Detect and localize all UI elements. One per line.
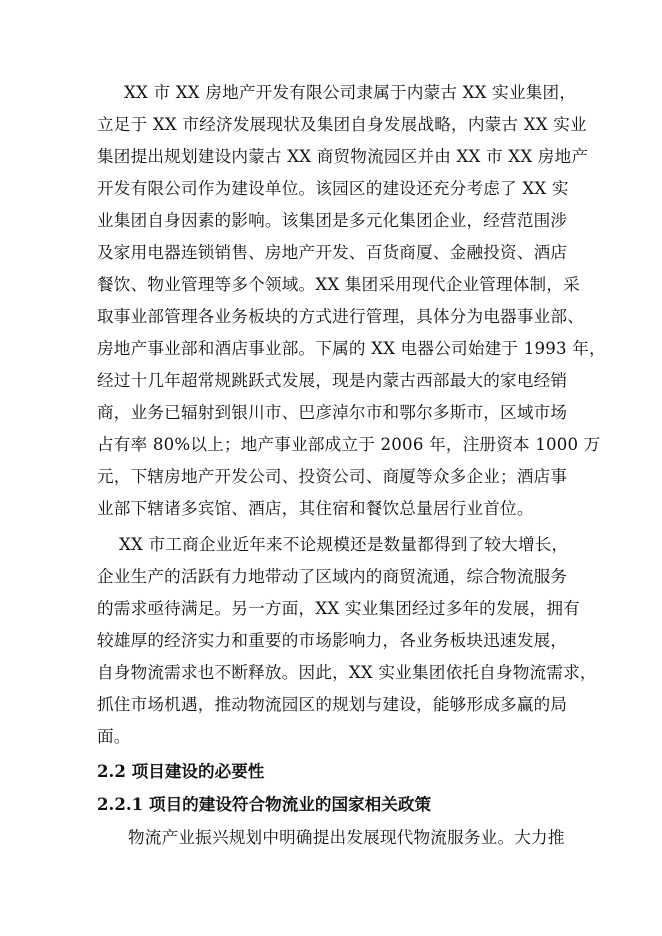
paragraph-3-line-1: 物流产业振兴规划中明确提出发展现代物流服务业。大力推 xyxy=(128,828,565,847)
paragraph-1-line-5: 业集团自身因素的影响。该集团是多元化集团企业，经营范围涉 xyxy=(97,211,568,230)
paragraph-2-line-3: 的需求亟待满足。另一方面，XX 实业集团经过多年的发展，拥有 xyxy=(97,599,580,618)
section-heading: 2.2 项目建设的必要性 xyxy=(97,761,265,781)
paragraph-1-line-13: 元，下辖房地产开发公司、投资公司、商厦等众多企业；酒店事 xyxy=(97,467,568,486)
paragraph-2-line-5: 自身物流需求也不断释放。因此，XX 实业集团依托自身物流需求， xyxy=(97,663,597,682)
paragraph-2-line-2: 企业生产的活跃有力地带动了区域内的商贸流通，综合物流服务 xyxy=(97,567,568,586)
paragraph-1-line-3: 集团提出规划建设内蒙古 XX 商贸物流园区并由 XX 市 XX 房地产 xyxy=(97,147,589,166)
paragraph-1-line-14: 业部下辖诸多宾馆、酒店，其住宿和餐饮总量居行业首位。 xyxy=(97,499,534,518)
subsection-heading: 2.2.1 项目的建设符合物流业的国家相关政策 xyxy=(97,794,432,814)
paragraph-1-line-6: 及家用电器连锁销售、房地产开发、百货商厦、金融投资、酒店 xyxy=(97,243,568,262)
paragraph-1-line-1: XX 市 XX 房地产开发有限公司隶属于内蒙古 XX 实业集团， xyxy=(124,83,577,102)
paragraph-1-line-12: 占有率 80%以上；地产事业部成立于 2006 年，注册资本 1000 万 xyxy=(97,435,601,454)
paragraph-1-line-4: 开发有限公司作为建设单位。该园区的建设还充分考虑了 XX 实 xyxy=(97,179,569,198)
paragraph-2-line-1: XX 市工商企业近年来不论规模还是数量都得到了较大增长， xyxy=(119,535,569,554)
paragraph-2-line-4: 较雄厚的经济实力和重要的市场影响力，各业务板块迅速发展， xyxy=(97,631,568,650)
paragraph-2-line-7: 面。 xyxy=(97,727,131,746)
paragraph-1-line-2: 立足于 XX 市经济发展现状及集团自身发展战略，内蒙古 XX 实业 xyxy=(97,115,587,134)
paragraph-1-line-7: 餐饮、物业管理等多个领域。XX 集团采用现代企业管理体制，采 xyxy=(97,275,580,294)
paragraph-1-line-9: 房地产事业部和酒店事业部。下属的 XX 电器公司始建于 1993 年， xyxy=(97,339,606,358)
paragraph-2-line-6: 抓住市场机遇，推动物流园区的规划与建设，能够形成多赢的局 xyxy=(97,695,568,714)
paragraph-1-line-10: 经过十几年超常规跳跃式发展，现是内蒙古西部最大的家电经销 xyxy=(97,371,568,390)
paragraph-1-line-8: 取事业部管理各业务板块的方式进行管理，具体分为电器事业部、 xyxy=(97,307,585,326)
paragraph-1-line-11: 商，业务已辐射到银川市、巴彦淖尔市和鄂尔多斯市，区域市场 xyxy=(97,403,568,422)
